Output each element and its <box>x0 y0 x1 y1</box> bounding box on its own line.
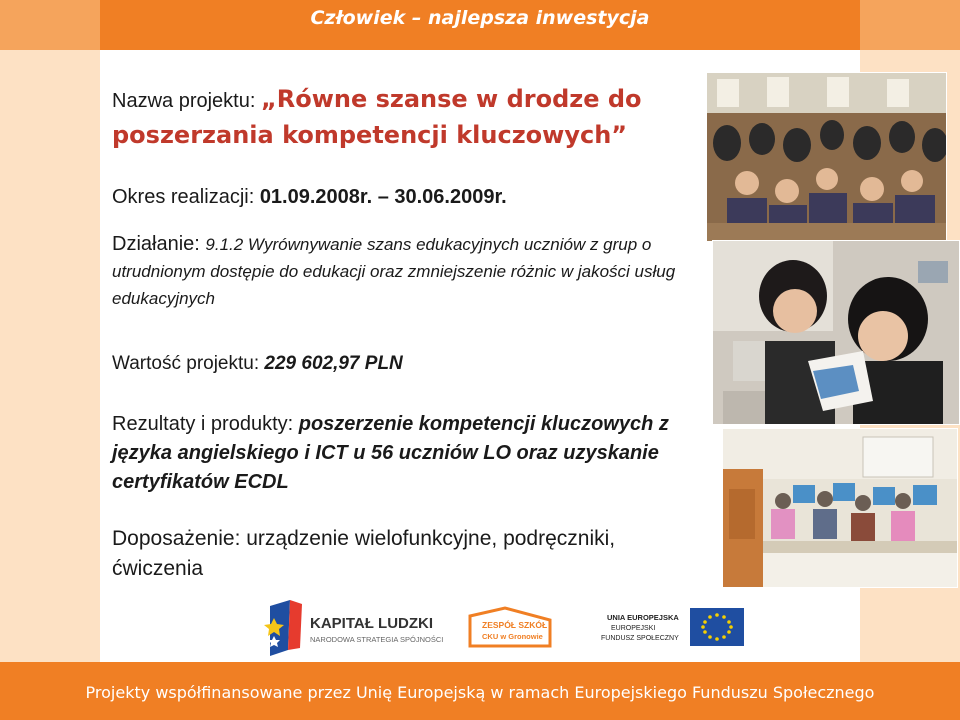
eu-line2: EUROPEJSKI <box>611 625 656 632</box>
period-label: Okres realizacji: <box>112 186 260 208</box>
action-block <box>112 231 712 312</box>
action-value: 9.1.2 Wyrównywanie szans edukacyjnych uczniów z grup o utrudnionym dostępie do edukacji oraz zmniejszenie różnic w jakości usług edukacyjnych <box>112 235 676 308</box>
photo-students-reading <box>712 240 960 425</box>
value-label: Wartość projektu: <box>112 353 265 374</box>
action-label: Działanie: <box>112 233 206 255</box>
photo-computer-lab <box>722 428 958 588</box>
school-logo <box>470 608 550 646</box>
results-label: Rezultaty i produkty: <box>112 413 299 435</box>
eu-line1: UNIA EUROPEJSKA <box>607 613 679 622</box>
project-label: Nazwa projektu: <box>112 90 261 112</box>
photo-auditorium <box>706 72 947 242</box>
period-value: 01.09.2008r. – 30.06.2009r. <box>259 186 507 208</box>
logos-strip <box>260 598 760 660</box>
kapital-title: KAPITAŁ LUDZKI <box>310 615 434 632</box>
results-block <box>112 410 702 497</box>
school-name-line1: ZESPÓŁ SZKÓŁ <box>482 620 548 630</box>
value-block <box>112 353 403 375</box>
value-amount: 229 602,97 PLN <box>264 353 403 374</box>
project-name-block <box>112 82 692 154</box>
results-value: poszerzenie kompetencji kluczowych z języka angielskiego i ICT u 56 uczniów LO oraz uzyskanie certyfikatów ECDL <box>112 413 669 493</box>
left-side-bar <box>0 50 100 662</box>
project-name: „Równe szanse w drodze do poszerzania kompetencji kluczowych” <box>112 85 642 149</box>
header-title: Człowiek – najlepsza inwestycja <box>310 7 650 29</box>
school-name-line2: CKU w Gronowie <box>482 632 543 641</box>
period-block <box>112 186 507 209</box>
eu-logo <box>601 608 744 646</box>
eu-line3: FUNDUSZ SPOŁECZNY <box>601 635 679 642</box>
footer-text: Projekty współfinansowane przez Unię Europejską w ramach Europejskiego Funduszu Społecznego <box>85 683 875 702</box>
kapital-subtitle: NARODOWA STRATEGIA SPÓJNOŚCI <box>310 635 444 644</box>
kapital-ludzki-logo <box>264 600 443 656</box>
equipment-text: Doposażenie: urządzenie wielofunkcyjne, podręczniki, ćwiczenia <box>112 527 616 580</box>
